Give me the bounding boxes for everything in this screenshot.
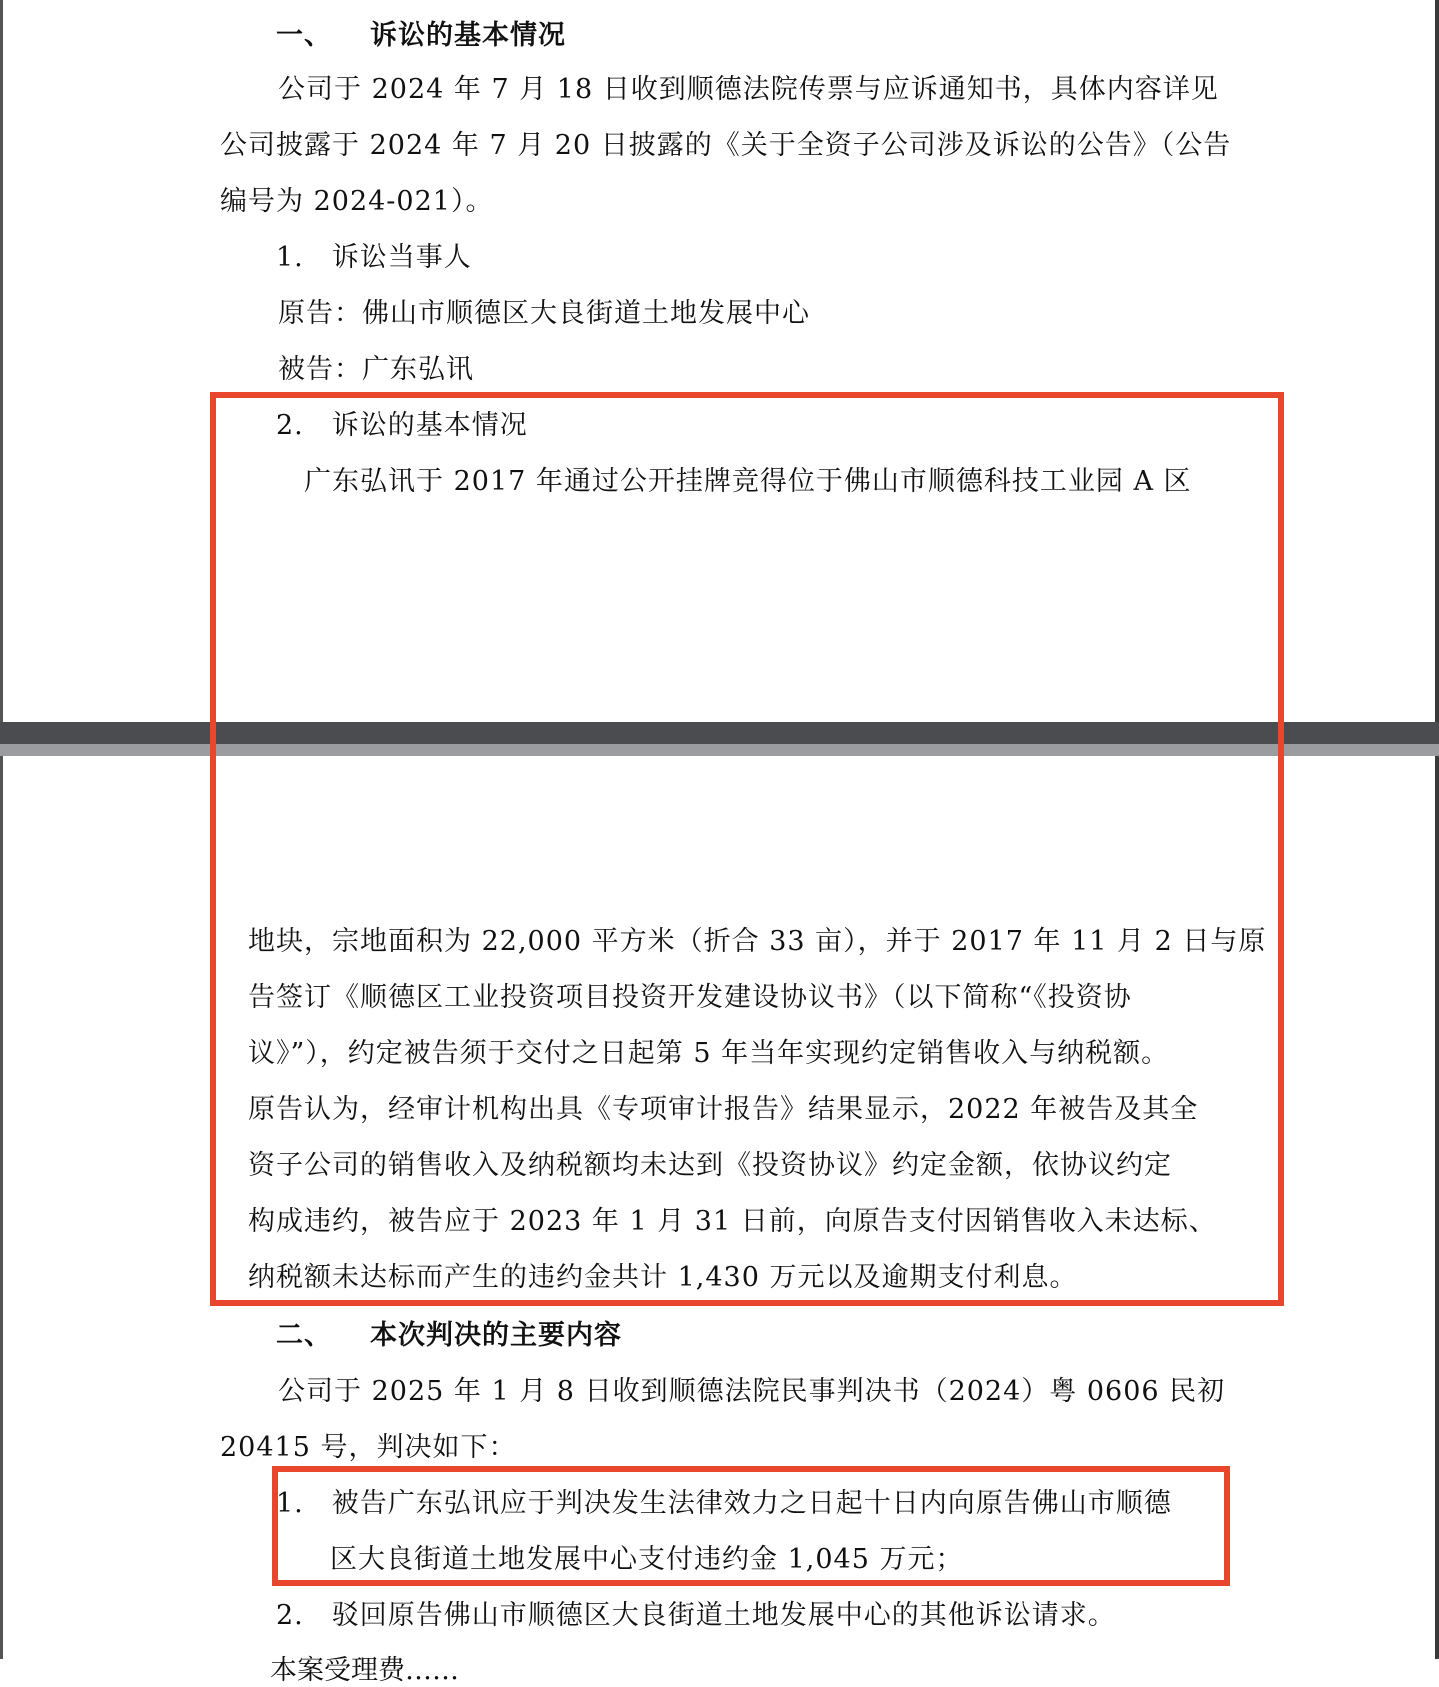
- ruling1-line2: 区大良街道土地发展中心支付违约金 1,045 万元；: [330, 1544, 964, 1575]
- ruling1-line1: 1. 被告广东弘讯应于判决发生法律效力之日起十日内向原告佛山市顺德: [276, 1488, 1172, 1519]
- defendant-line: 被告：广东弘讯: [278, 354, 474, 385]
- paragraph1-line1: 公司于 2024 年 7 月 18 日收到顺德法院传票与应诉通知书，具体内容详见: [278, 74, 1219, 105]
- item1-heading: 1. 诉讼当事人: [276, 242, 472, 273]
- paragraph3-line1: 公司于 2025 年 1 月 8 日收到顺德法院民事判决书（2024）粤 0606 民初: [278, 1376, 1226, 1407]
- paragraph2-line2: 地块，宗地面积为 22,000 平方米（折合 33 亩），并于 2017 年 11 月 2 日与原: [248, 926, 1267, 957]
- paragraph3-line2: 20415 号，判决如下：: [220, 1432, 517, 1463]
- paragraph2-line6: 资子公司的销售收入及纳税额均未达到《投资协议》约定金额，依协议约定: [248, 1150, 1172, 1181]
- paragraph2-line4: 议》”），约定被告须于交付之日起第 5 年当年实现约定销售收入与纳税额。: [248, 1038, 1170, 1069]
- viewer-right-edge: [1435, 0, 1439, 1659]
- ruling2-line: 2. 驳回原告佛山市顺德区大良街道土地发展中心的其他诉讼请求。: [276, 1600, 1116, 1631]
- section1-number: 一、: [276, 20, 332, 51]
- highlight-box-ruling: [272, 1466, 1230, 1586]
- paragraph2-line8: 纳税额未达标而产生的违约金共计 1,430 万元以及逾期支付利息。: [248, 1262, 1078, 1293]
- partial-next-line: 本案受理费……: [270, 1655, 459, 1686]
- paragraph2-line5: 原告认为，经审计机构出具《专项审计报告》结果显示，2022 年被告及其全: [248, 1094, 1199, 1125]
- paragraph1-line2: 公司披露于 2024 年 7 月 20 日披露的《关于全资子公司涉及诉讼的公告》（公告: [220, 130, 1232, 161]
- section2-heading: 本次判决的主要内容: [370, 1320, 622, 1351]
- paragraph2-line7: 构成违约，被告应于 2023 年 1 月 31 日前，向原告支付因销售收入未达标、: [248, 1206, 1217, 1237]
- highlight-box-litigation-details: [210, 392, 1284, 1306]
- plaintiff-line: 原告：佛山市顺德区大良街道土地发展中心: [278, 298, 810, 329]
- section1-heading: 诉讼的基本情况: [370, 20, 566, 51]
- viewer-left-edge: [0, 0, 3, 1659]
- section2-number: 二、: [276, 1320, 332, 1351]
- item2-heading: 2. 诉讼的基本情况: [276, 410, 528, 441]
- paragraph2-line3: 告签订《顺德区工业投资项目投资开发建设协议书》（以下简称“《投资协: [248, 982, 1132, 1013]
- paragraph2-line1: 广东弘讯于 2017 年通过公开挂牌竞得位于佛山市顺德科技工业园 A 区: [304, 466, 1192, 497]
- paragraph1-line3: 编号为 2024-021）。: [220, 186, 494, 217]
